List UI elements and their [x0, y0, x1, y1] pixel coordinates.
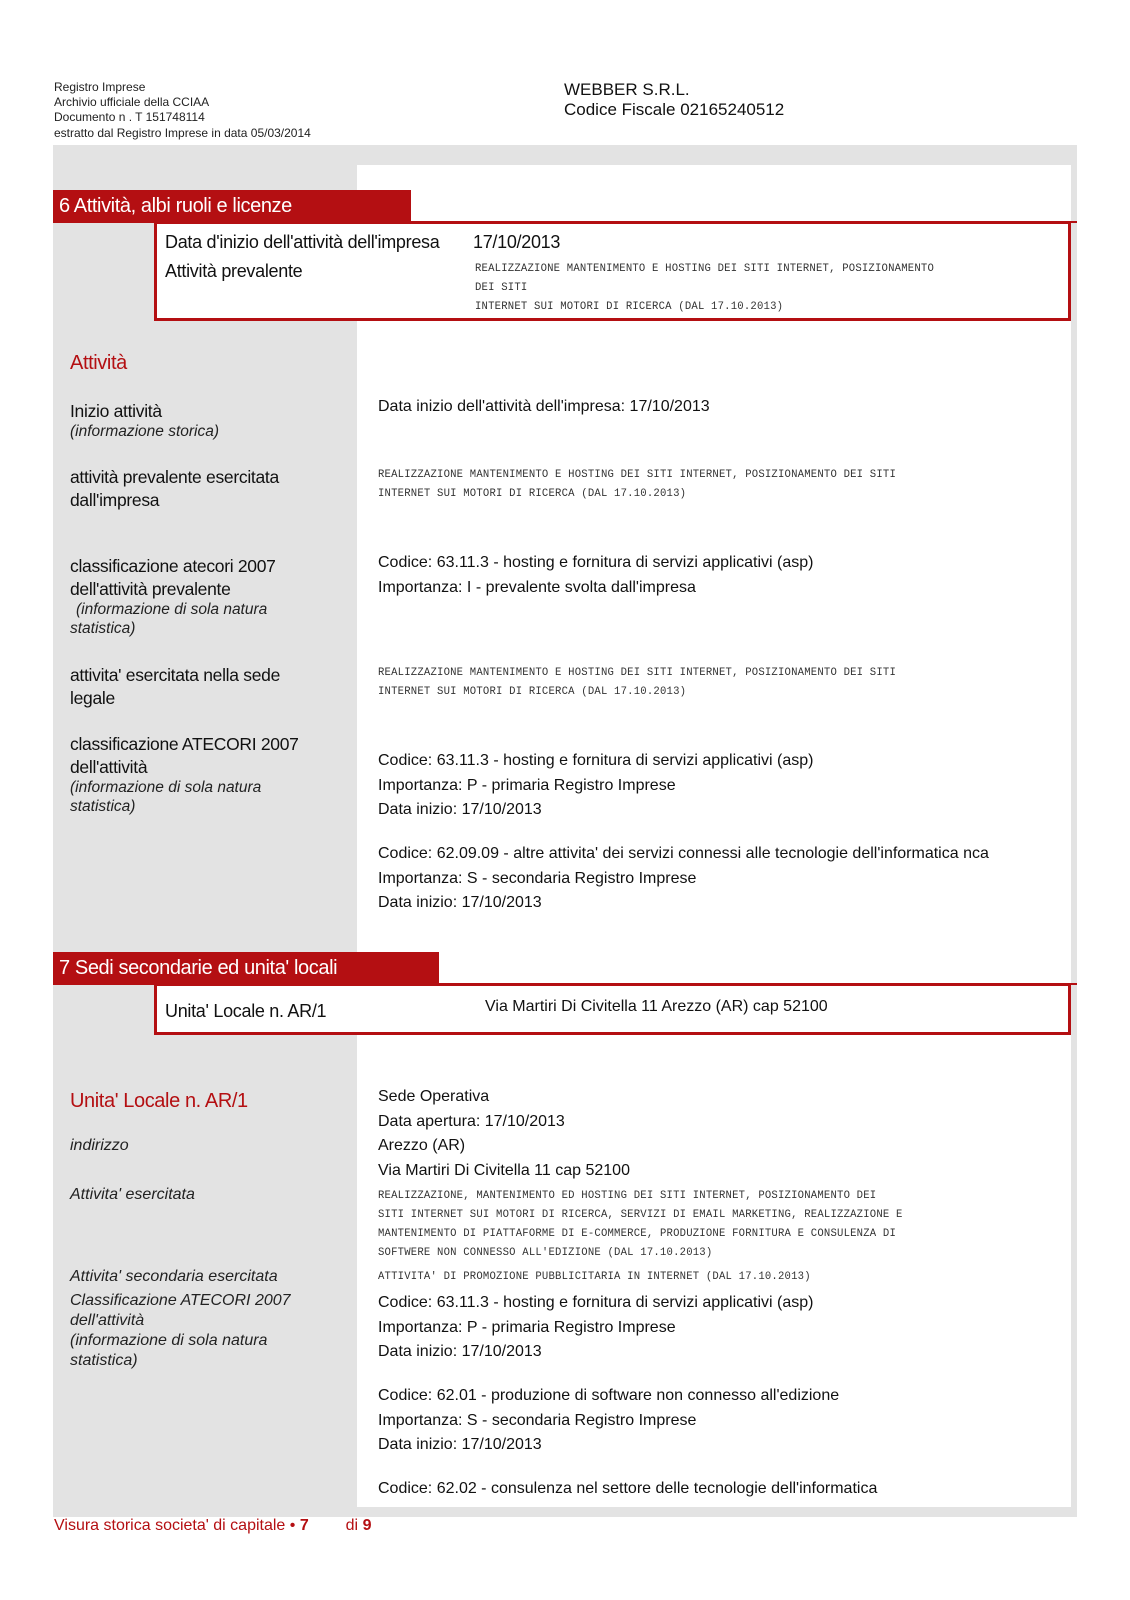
mono-line: INTERNET SUI MOTORI DI RICERCA (DAL 17.10.2013)	[475, 301, 784, 313]
prevalente-label	[70, 466, 279, 512]
mono-line: REALIZZAZIONE MANTENIMENTO E HOSTING DEI SITI INTERNET, POSIZIONAMENTO	[475, 263, 935, 275]
mono-line: REALIZZAZIONE MANTENIMENTO E HOSTING DEI SITI INTERNET, POSIZIONAMENTO DEI SITI	[378, 667, 897, 679]
local-unit-label: Unita' Locale n. AR/1	[165, 1001, 327, 1021]
inizio-value: Data inizio dell'attività dell'impresa: 17/10/2013	[378, 398, 710, 415]
sede-legale-description	[378, 664, 896, 702]
atecori-block-1	[378, 749, 813, 823]
footer-bullet: •	[289, 1517, 296, 1534]
company-name: WEBBER S.R.L.	[564, 80, 690, 99]
local-unit-details	[378, 1085, 630, 1183]
section-7-title: 7 Sedi secondarie ed unita' locali	[53, 952, 439, 984]
inizio-sub: (informazione storica)	[70, 423, 220, 440]
value-line: Data inizio: 17/10/2013	[378, 1343, 542, 1360]
local-unit-heading: Unita' Locale n. AR/1	[70, 1090, 248, 1112]
atecori-prevalente-label	[70, 555, 276, 601]
label-line: dell'attività prevalente	[70, 579, 231, 599]
start-date-label: Data d'inizio dell'attività dell'impresa	[165, 232, 440, 252]
label-line: attivita' esercitata nella sede	[70, 665, 280, 685]
activity-label: Attivita' esercitata	[70, 1186, 195, 1203]
value-line: Codice: 63.11.3 - hosting e fornitura di servizi applicativi (asp)	[378, 752, 814, 769]
sub-line: (informazione di sola natura	[70, 779, 262, 796]
registry-header	[54, 80, 311, 141]
registry-line: Documento n . T 151748114	[54, 110, 205, 125]
mono-line: MANTENIMENTO DI PIATTAFORME DI E-COMMERCE, PRODUZIONE FORNITURA E CONSULENZA DI	[378, 1228, 897, 1240]
start-date-value: 17/10/2013	[473, 232, 561, 252]
atecori-label	[70, 733, 299, 779]
label-line: dall'impresa	[70, 490, 160, 510]
fiscal-code: Codice Fiscale 02165240512	[564, 100, 785, 119]
label-line: statistica)	[70, 1352, 138, 1369]
value-line: Importanza: P - primaria Registro Imprese	[378, 776, 676, 794]
company-header	[564, 80, 784, 120]
value-line: Arezzo (AR)	[378, 1137, 466, 1154]
address-label: indirizzo	[70, 1137, 129, 1154]
value-line: Data inizio: 17/10/2013	[378, 801, 542, 818]
value-line: Importanza: I - prevalente svolta dall'impresa	[378, 578, 696, 596]
unit-block-3: Codice: 62.02 - consulenza nel settore delle tecnologie dell'informatica	[378, 1480, 878, 1497]
label-line: classificazione ATECORI 2007	[70, 734, 299, 754]
activity-description	[378, 1187, 903, 1263]
registry-line: estratto dal Registro Imprese in data 05/03/2014	[54, 125, 311, 140]
label-line: Classificazione ATECORI 2007	[70, 1292, 291, 1309]
value-line: Via Martiri Di Civitella 11 cap 52100	[378, 1161, 630, 1179]
value-line: Importanza: S - secondaria Registro Imprese	[378, 869, 697, 887]
prevalente-description	[378, 466, 896, 504]
main-activity-label: Attività prevalente	[165, 261, 303, 281]
atecori-sub	[70, 778, 261, 816]
label-line: classificazione atecori 2007	[70, 556, 276, 576]
value-line: Codice: 63.11.3 - hosting e fornitura di servizi applicativi (asp)	[378, 554, 814, 571]
value-line: Data apertura: 17/10/2013	[378, 1112, 565, 1130]
mono-line: REALIZZAZIONE MANTENIMENTO E HOSTING DEI SITI INTERNET, POSIZIONAMENTO DEI SITI	[378, 469, 897, 481]
atecori-prevalente-sub	[70, 600, 267, 638]
registry-line: Archivio ufficiale della CCIAA	[54, 95, 210, 110]
value-line: Data inizio: 17/10/2013	[378, 894, 542, 911]
classification-label	[70, 1291, 291, 1371]
secondary-activity-label: Attivita' secondaria esercitata	[70, 1268, 278, 1285]
footer-of-label: di	[345, 1517, 359, 1534]
inizio-label: Inizio attività	[70, 401, 162, 421]
section-7-summary-box	[154, 983, 1071, 1035]
value-line: Importanza: P - primaria Registro Imprese	[378, 1318, 676, 1336]
activities-heading: Attività	[70, 352, 127, 374]
local-unit-address: Via Martiri Di Civitella 11 Arezzo (AR) cap 52100	[485, 998, 828, 1015]
mono-line: SITI INTERNET SUI MOTORI DI RICERCA, SERVIZI DI EMAIL MARKETING, REALIZZAZIONE E	[378, 1209, 903, 1221]
label-line: legale	[70, 688, 115, 708]
atecori-prevalente-values	[378, 551, 813, 600]
section-6-summary-box	[154, 221, 1071, 321]
footer-page-number: 7	[299, 1517, 309, 1534]
value-line: Sede Operativa	[378, 1088, 490, 1105]
mono-line: INTERNET SUI MOTORI DI RICERCA (DAL 17.10.2013)	[378, 488, 687, 500]
registry-line: Registro Imprese	[54, 80, 146, 94]
page-footer	[54, 1517, 371, 1535]
section-6-title: 6 Attività, albi ruoli e licenze	[53, 190, 411, 222]
label-line: (informazione di sola natura	[70, 1332, 268, 1349]
sede-legale-label	[70, 664, 280, 710]
value-line: Codice: 62.01 - produzione di software non connesso all'edizione	[378, 1387, 840, 1404]
mono-line: INTERNET SUI MOTORI DI RICERCA (DAL 17.10.2013)	[378, 686, 687, 698]
value-line: Importanza: S - secondaria Registro Imprese	[378, 1411, 697, 1429]
mono-line: DEI SITI	[475, 282, 528, 294]
sub-line: statistica)	[70, 798, 136, 815]
sub-line: (informazione di sola natura	[76, 601, 268, 618]
footer-total-pages: 9	[362, 1517, 372, 1534]
label-line: dell'attività	[70, 757, 148, 777]
mono-line: REALIZZAZIONE, MANTENIMENTO ED HOSTING DEI SITI INTERNET, POSIZIONAMENTO DEI	[378, 1190, 877, 1202]
atecori-block-2	[378, 842, 989, 916]
label-line: dell'attività	[70, 1312, 145, 1329]
sub-line: statistica)	[70, 620, 136, 637]
unit-block-2	[378, 1384, 839, 1458]
value-line: Data inizio: 17/10/2013	[378, 1436, 542, 1453]
main-activity-description	[475, 260, 934, 317]
value-line: Codice: 63.11.3 - hosting e fornitura di servizi applicativi (asp)	[378, 1294, 814, 1311]
label-line: attività prevalente esercitata	[70, 467, 279, 487]
mono-line: SOFTWERE NON CONNESSO ALL'EDIZIONE (DAL 17.10.2013)	[378, 1247, 713, 1259]
secondary-activity-description: ATTIVITA' DI PROMOZIONE PUBBLICITARIA IN INTERNET (DAL 17.10.2013)	[378, 1271, 811, 1283]
value-line: Codice: 62.09.09 - altre attivita' dei servizi connessi alle tecnologie dell'informatica nca	[378, 845, 989, 862]
footer-doc-type: Visura storica societa' di capitale	[54, 1517, 286, 1534]
unit-block-1	[378, 1291, 813, 1365]
